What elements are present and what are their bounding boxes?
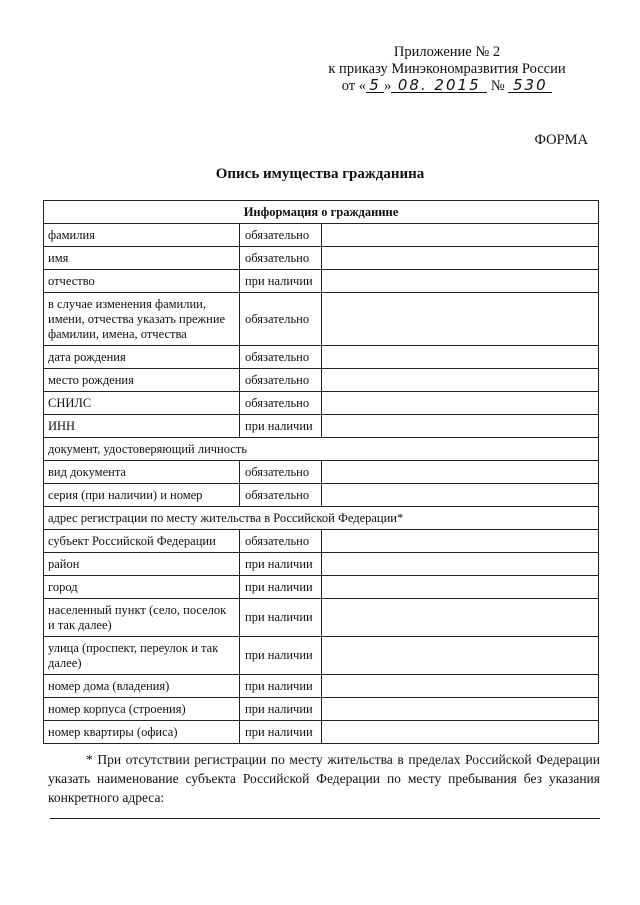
field-value-cell[interactable] <box>322 576 599 599</box>
field-label: субъект Российской Федерации <box>44 530 240 553</box>
field-requirement: при наличии <box>240 721 322 744</box>
field-label: номер квартиры (офиса) <box>44 721 240 744</box>
field-value-cell[interactable] <box>322 247 599 270</box>
order-reference: к приказу Минэкономразвития России <box>328 61 566 77</box>
field-label: город <box>44 576 240 599</box>
footnote: * При отсутствии регистрации по месту жительства в пределах Российской Федерации указать наименование субъекта Российской Федерации по месту пребывания без указания конкретного адреса: <box>48 752 600 805</box>
field-value-cell[interactable] <box>322 346 599 369</box>
table-row <box>44 293 599 346</box>
handwritten-number: 530 <box>508 78 552 93</box>
from-prefix: от « <box>341 78 366 94</box>
field-label: СНИЛС <box>44 392 240 415</box>
field-requirement: при наличии <box>240 576 322 599</box>
table-row <box>44 346 599 369</box>
field-label: фамилия <box>44 224 240 247</box>
field-label: номер дома (владения) <box>44 675 240 698</box>
field-label: в случае изменения фамилии, имени, отчества указать прежние фамилии, имена, отчества <box>44 293 240 346</box>
fill-in-line[interactable] <box>50 818 600 819</box>
table-row <box>44 675 599 698</box>
field-label: улица (проспект, переулок и так далее) <box>44 637 240 675</box>
field-value-cell[interactable] <box>322 698 599 721</box>
field-requirement: обязательно <box>240 247 322 270</box>
handwritten-date: 08. 2015 <box>391 78 487 93</box>
field-value-cell[interactable] <box>322 415 599 438</box>
appendix-number: Приложение № 2 <box>393 44 501 60</box>
forma-label: ФОРМА <box>534 132 588 148</box>
table-row <box>44 270 599 293</box>
field-label: имя <box>44 247 240 270</box>
field-requirement: обязательно <box>240 224 322 247</box>
table-row <box>44 599 599 637</box>
handwritten-day: 5 <box>366 78 384 93</box>
field-value-cell[interactable] <box>322 461 599 484</box>
field-requirement: обязательно <box>240 484 322 507</box>
order-date-line <box>312 78 582 95</box>
table-row <box>44 530 599 553</box>
table-row <box>44 224 599 247</box>
table-row <box>44 484 599 507</box>
table-row <box>44 247 599 270</box>
field-value-cell[interactable] <box>322 224 599 247</box>
table-subheader-row <box>44 507 599 530</box>
field-value-cell[interactable] <box>322 484 599 507</box>
table-row <box>44 553 599 576</box>
field-label: район <box>44 553 240 576</box>
field-requirement: при наличии <box>240 675 322 698</box>
field-label: вид документа <box>44 461 240 484</box>
number-prefix: № <box>490 78 505 94</box>
table-header-row <box>44 201 599 224</box>
table-row <box>44 369 599 392</box>
subsection-label: документ, удостоверяющий личность <box>44 438 599 461</box>
field-value-cell[interactable] <box>322 721 599 744</box>
section-title: Информация о гражданине <box>44 201 599 224</box>
field-value-cell[interactable] <box>322 270 599 293</box>
page-title: Опись имущества гражданина <box>215 166 425 182</box>
subsection-label: адрес регистрации по месту жительства в Российской Федерации* <box>44 507 599 530</box>
field-requirement: при наличии <box>240 270 322 293</box>
field-requirement: при наличии <box>240 698 322 721</box>
table-row <box>44 576 599 599</box>
table-row <box>44 721 599 744</box>
field-label: ИНН <box>44 415 240 438</box>
field-label: серия (при наличии) и номер <box>44 484 240 507</box>
field-value-cell[interactable] <box>322 599 599 637</box>
table-row <box>44 415 599 438</box>
table-row <box>44 698 599 721</box>
field-requirement: обязательно <box>240 293 322 346</box>
field-label: дата рождения <box>44 346 240 369</box>
field-requirement: при наличии <box>240 637 322 675</box>
table-row <box>44 637 599 675</box>
field-value-cell[interactable] <box>322 637 599 675</box>
field-value-cell[interactable] <box>322 293 599 346</box>
date-separator: » <box>383 78 392 94</box>
table-row <box>44 392 599 415</box>
field-requirement: обязательно <box>240 461 322 484</box>
field-label: место рождения <box>44 369 240 392</box>
table-subheader-row <box>44 438 599 461</box>
field-label: населенный пункт (село, поселок и так далее) <box>44 599 240 637</box>
field-requirement: обязательно <box>240 530 322 553</box>
field-requirement: при наличии <box>240 599 322 637</box>
field-requirement: обязательно <box>240 369 322 392</box>
field-label: номер корпуса (строения) <box>44 698 240 721</box>
field-value-cell[interactable] <box>322 369 599 392</box>
field-requirement: при наличии <box>240 553 322 576</box>
field-requirement: при наличии <box>240 415 322 438</box>
field-value-cell[interactable] <box>322 392 599 415</box>
table-row <box>44 461 599 484</box>
field-value-cell[interactable] <box>322 530 599 553</box>
field-requirement: обязательно <box>240 392 322 415</box>
field-requirement: обязательно <box>240 346 322 369</box>
citizen-info-table <box>43 200 599 744</box>
field-value-cell[interactable] <box>322 553 599 576</box>
appendix-header <box>312 44 582 95</box>
field-label: отчество <box>44 270 240 293</box>
field-value-cell[interactable] <box>322 675 599 698</box>
